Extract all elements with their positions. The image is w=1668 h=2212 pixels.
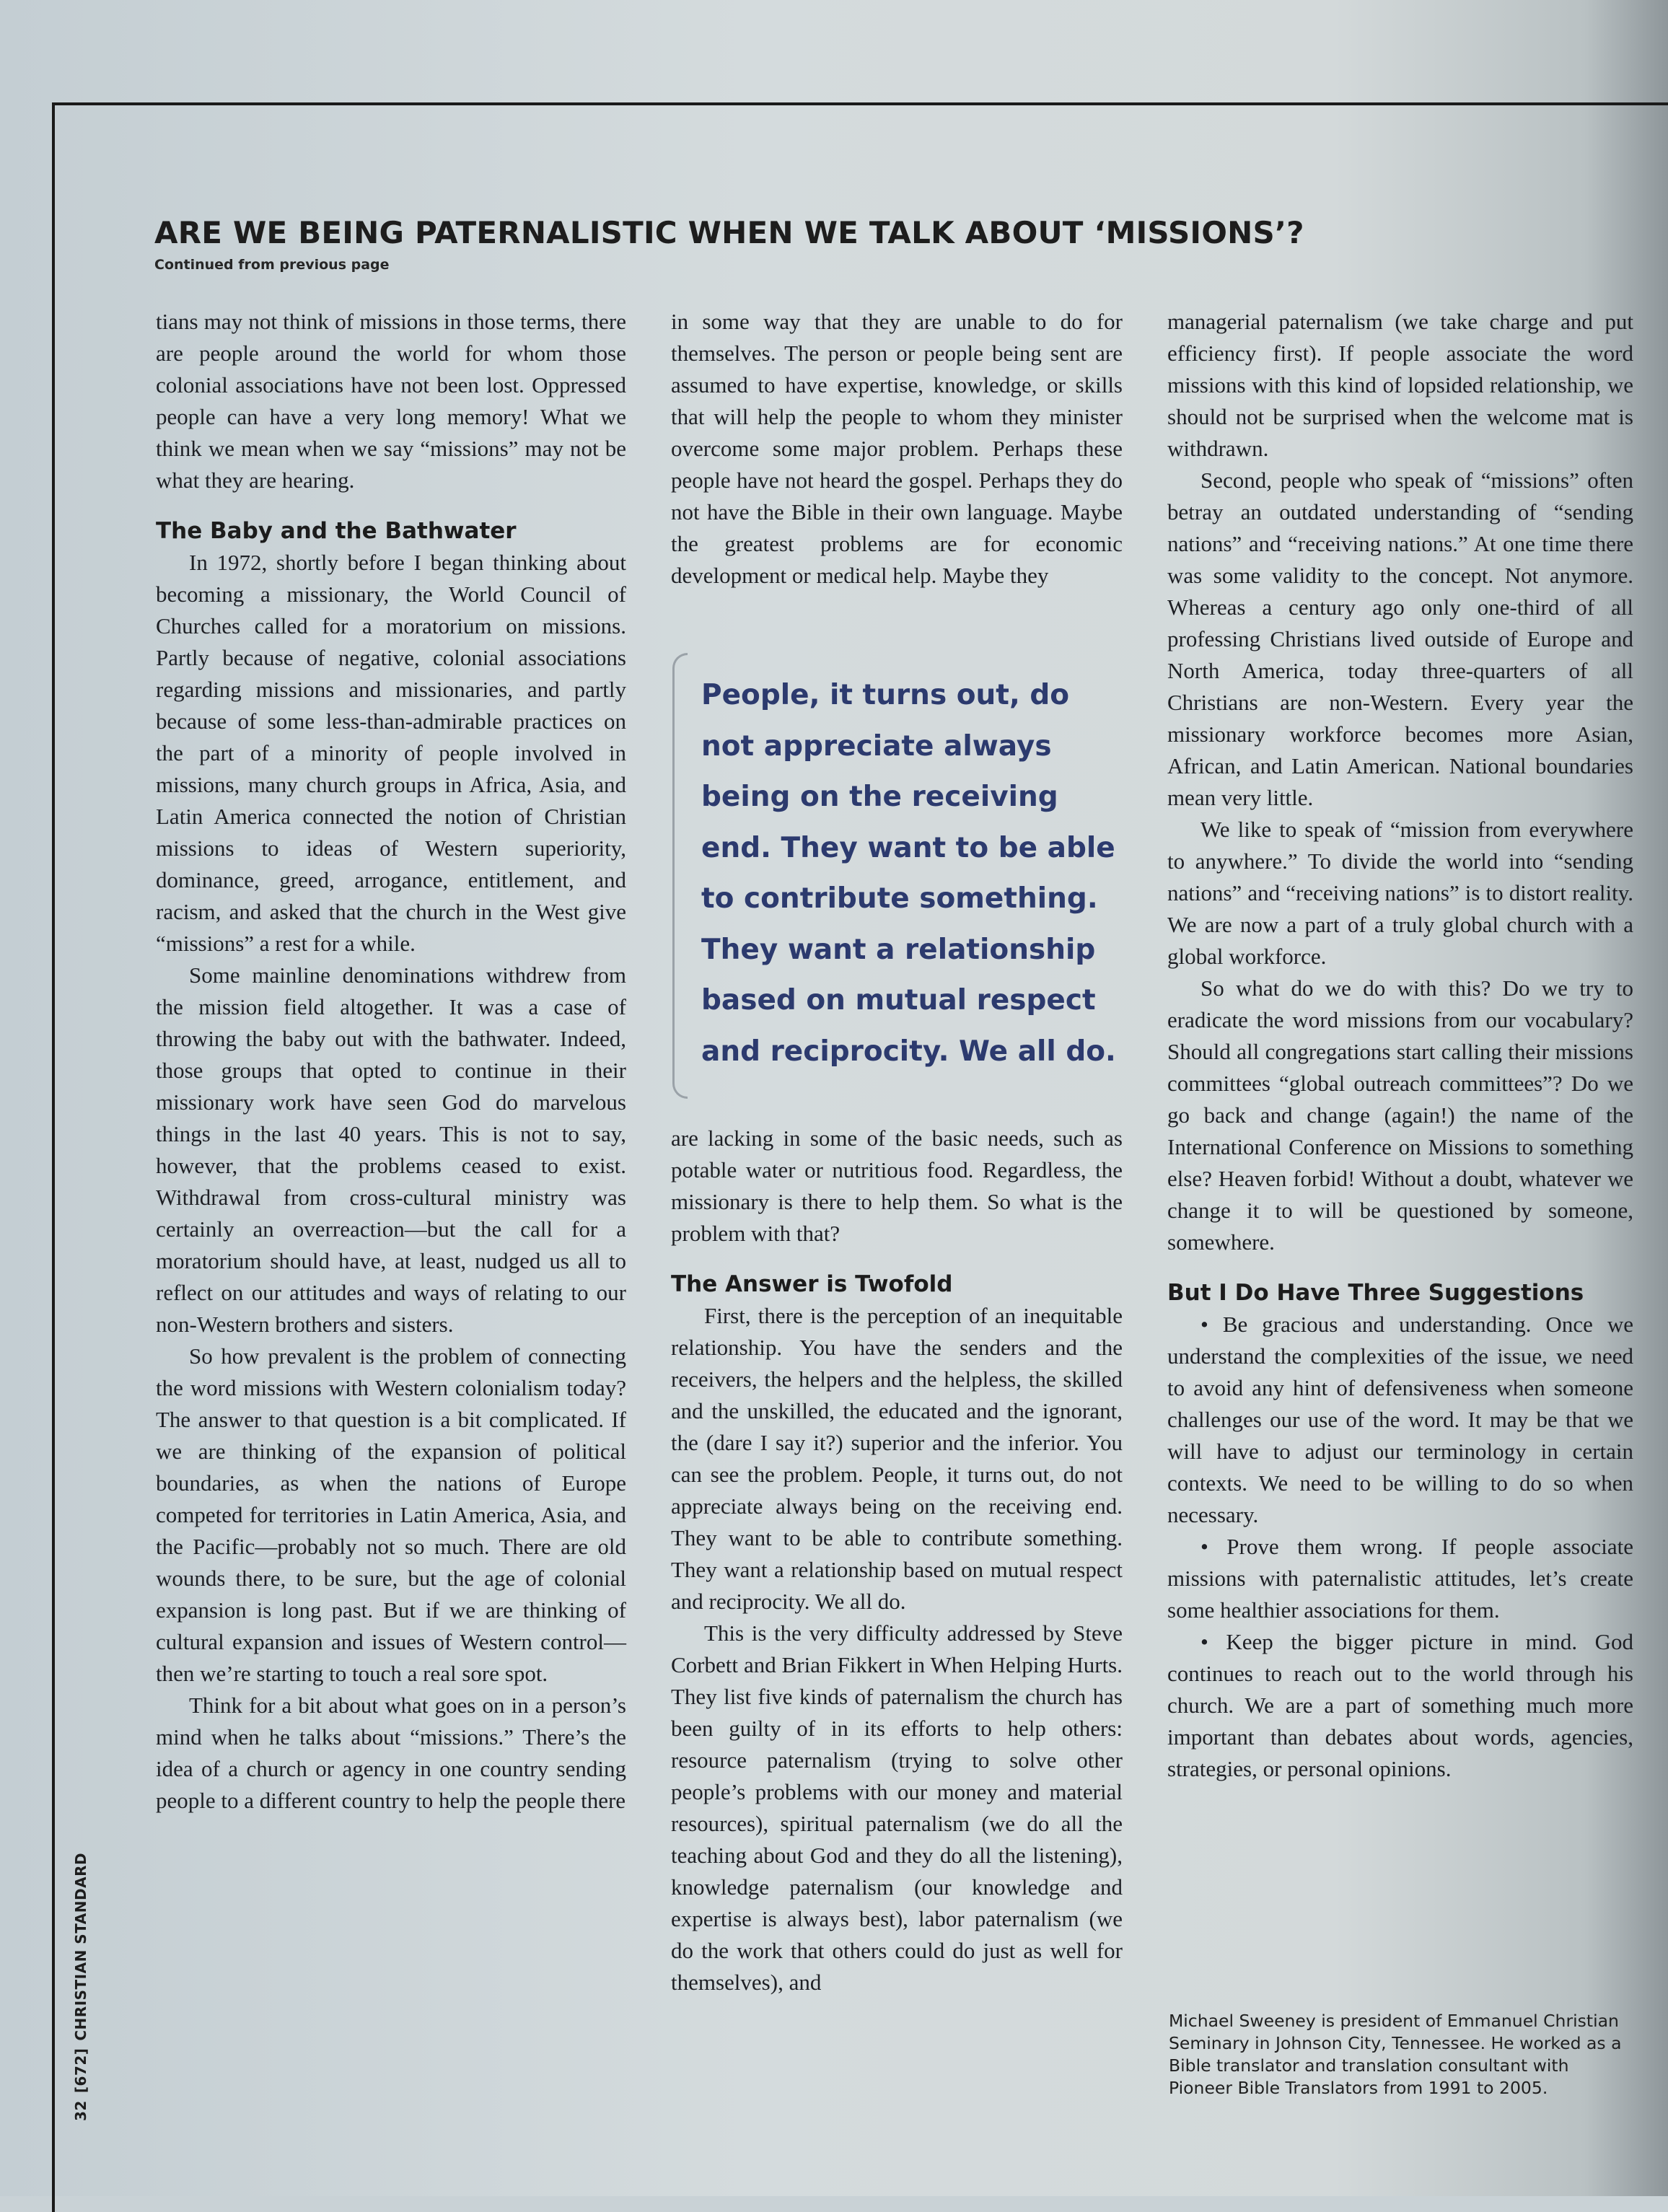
pull-quote-bracket [672,653,688,1099]
pull-quote [670,653,1131,1100]
section-heading: The Answer is Twofold [671,1271,953,1297]
page-number: 32 [72,2100,89,2121]
section-heading: But I Do Have Three Suggestions [1167,1280,1584,1306]
section-heading: The Baby and the Bathwater [156,518,517,544]
column-2-top [671,306,1123,592]
author-bio: Michael Sweeney is president of Emmanuel Christian Seminary in Johnson City, Tennessee. He worked as a Bible translator and translation consultant with Pioneer Bible Translators from 1991 to 2005. [1169,2011,1622,2098]
paragraph: We like to speak of “mission from everywhere to anywhere.” To divide the world into “sending nations” and “receiving nations” is to distort reality. We are now a part of a truly global church with a global workforce. [1167,817,1633,969]
continued-note: Continued from previous page [154,257,390,273]
paragraph: Second, people who speak of “missions” often betray an outdated understanding of “sending nations” and “receiving nations.” At one time there was some validity to the concept. Not anymore. Whereas a century ago only one-third of all professing Christians lived outside of Europe and North America, today three-quarters of all Christians are non-Western. Every year the missionary workforce becomes more Asian, African, and Latin American. National boundaries mean very little. [1167,468,1633,810]
article-headline: ARE WE BEING PATERNALISTIC WHEN WE TALK ABOUT ‘MISSIONS’? [154,215,1304,250]
bullet-paragraph: • Prove them wrong. If people associate missions with paternalistic attitudes, let’s create some healthier associations for them. [1167,1534,1633,1623]
paragraph: managerial paternalism (we take charge and put efficiency first). If people associate the word missions with this kind of lopsided relationship, we should not be surprised when the welcome mat is withdrawn. [1167,309,1633,461]
column-2-bottom [671,1123,1123,1998]
bullet-paragraph: • Keep the bigger picture in mind. God continues to reach out to the world through his church. We are a part of something much more important than debates about words, agencies, strategies, or personal opinions. [1167,1629,1633,1781]
paragraph: tians may not think of missions in those terms, there are people around the world for whom those colonial associations have not been lost. Oppressed people can have a very long memory! What we think we mean when we say “missions” may not be what they are hearing. [156,309,626,493]
publication-name: CHRISTIAN STANDARD [72,1852,89,2041]
pull-quote-text: People, it turns out, do not appreciate always being on the receiving end. They want to be able to contribute something. They want a relationship based on mutual respect and reciprocity. We all do. [701,679,1116,1068]
paragraph: are lacking in some of the basic needs, such as potable water or nutritious food. Regardless, the missionary is there to help them. So what is the problem with that? [671,1125,1123,1246]
paragraph: So how prevalent is the problem of connecting the word missions with Western colonialism today? The answer to that question is a bit complicated. If we are thinking of the expansion of political boundaries, as when the nations of Europe competed for territories in Latin America, Asia, and the Pacific—probably not so much. There are old wounds there, to be sure, but the age of colonial expansion is long past. But if we are thinking of cultural expansion and issues of Western control—then we’re starting to touch a real sore spot. [156,1343,626,1686]
paragraph: This is the very difficulty addressed by Steve Corbett and Brian Fikkert in When Helping Hurts. They list five kinds of paternalism the church has been guilty of in its efforts to help others: resource paternalism (trying to solve other people’s problems with our money and material resources), spiritual paternalism (we do all the teaching about God and they do all the listening), knowledge paternalism (our knowledge and expertise is always best), labor paternalism (we do the work that others could do just as well for themselves), and [671,1620,1123,1995]
column-1 [156,306,626,1817]
paragraph: In 1972, shortly before I began thinking about becoming a missionary, the World Council of Churches called for a moratorium on missions. Partly because of negative, colonial associations regarding missions and missionaries, and partly because of some less-than-admirable practices on the part of a minority of people involved in missions, many church groups in Africa, Asia, and Latin America connected the notion of Christian missions to ideas of Western superiority, dominance, greed, arrogance, entitlement, and racism, and asked that the church in the West give “missions” a rest for a while. [156,550,626,956]
paragraph: Some mainline denominations withdrew from the mission field altogether. It was a case of throwing the baby out with the bathwater. Indeed, those groups that opted to continue in their missionary work have seen God do marvelous things in the last 40 years. This is not to say, however, that the problems ceased to exist. Withdrawal from cross-cultural ministry was certainly an overreaction—but the call for a moratorium should have, at least, nudged us all to reflect on our attitudes and ways of relating to our non-Western brothers and sisters. [156,962,626,1337]
bullet-paragraph: • Be gracious and understanding. Once we understand the complexities of the issue, we need to avoid any hint of defensiveness when someone challenges our use of the word. It may be that we will have to adjust our terminology in certain contexts. We need to be willing to do so when necessary. [1167,1312,1633,1527]
paragraph: So what do we do with this? Do we try to eradicate the word missions from our vocabulary? Should all congregations start calling their missions committees “global outreach committees”? Do we go back and change (again!) the name of the International Conference on Missions to something else? Heaven forbid! Without a doubt, whatever we change it to will be questioned by someone, somewhere. [1167,975,1633,1255]
column-3 [1167,306,1633,1785]
issue-page-number: [672] [72,2048,89,2094]
paragraph: in some way that they are unable to do for themselves. The person or people being sent are assumed to have expertise, knowledge, or skills that will help the people to whom they minister overcome some major problem. Perhaps these people have not heard the gospel. Perhaps they do not have the Bible in their own language. Maybe the greatest problems are for economic development or medical help. Maybe they [671,309,1123,588]
paragraph: Think for a bit about what goes on in a person’s mind when he talks about “missions.” There’s the idea of a church or agency in one country sending people to a different country to help the people there [156,1693,626,1813]
page-folio [72,1847,91,2121]
paragraph: First, there is the perception of an inequitable relationship. You have the senders and the receivers, the helpers and the helpless, the skilled and the unskilled, the educated and the ignorant, the (dare I say it?) superior and the inferior. You can see the problem. People, it turns out, do not appreciate always being on the receiving end. They want to be able to contribute something. They want a relationship based on mutual respect and reciprocity. We all do. [671,1303,1123,1614]
